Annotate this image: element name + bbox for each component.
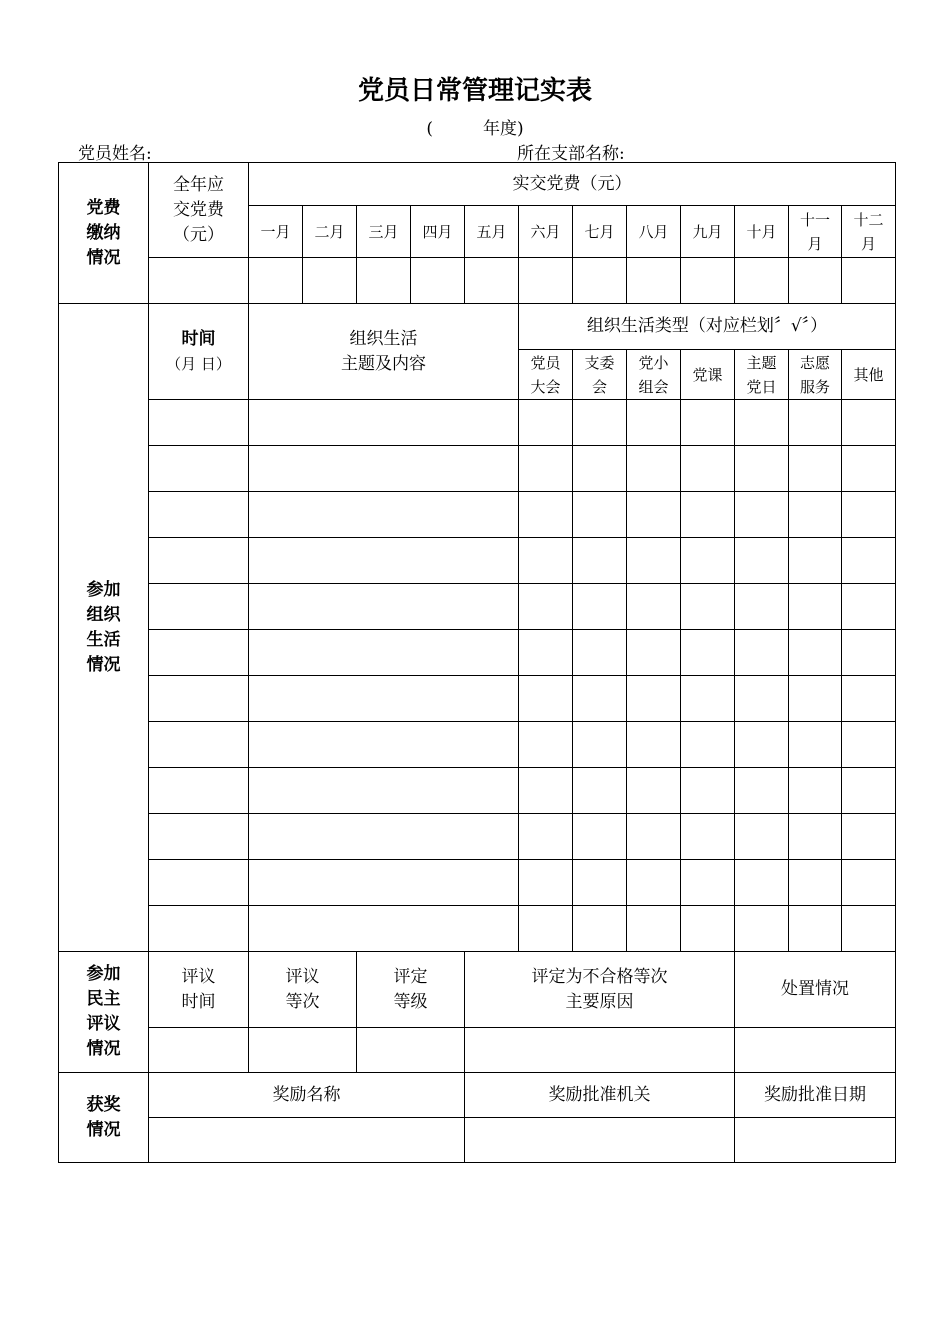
org-type-cell[interactable] (735, 630, 789, 676)
org-type-cell[interactable] (789, 400, 842, 446)
org-type-cell[interactable] (681, 538, 735, 584)
org-topic-cell[interactable] (249, 676, 519, 722)
dues-cell[interactable] (573, 258, 627, 304)
text-line: 时间 (181, 991, 216, 1012)
text-line: 六月 (530, 222, 561, 241)
org-life-section-label (59, 304, 149, 952)
org-type-cell[interactable] (735, 446, 789, 492)
text-line: 评议 (181, 966, 216, 987)
org-type-cell[interactable] (842, 768, 896, 814)
year-subtitle (0, 114, 950, 139)
text-line: 四月 (422, 222, 453, 241)
org-type-cell[interactable] (573, 814, 627, 860)
org-topic-cell[interactable] (249, 446, 519, 492)
text-line: 主题及内容 (341, 353, 426, 374)
dues-cell[interactable] (681, 258, 735, 304)
org-type-cell[interactable] (519, 860, 573, 906)
paid-dues-header: 实交党费（元） (249, 163, 896, 206)
org-type-cell[interactable] (789, 538, 842, 584)
month-header (303, 206, 357, 258)
text-line: 党费 (86, 197, 121, 218)
text-line: 大会 (530, 377, 561, 396)
review-handling-cell[interactable] (735, 1028, 896, 1073)
branch-name-label: 所在支部名称: (517, 144, 625, 164)
review-handling-header (735, 952, 896, 1028)
org-type-cell[interactable] (519, 630, 573, 676)
org-type-cell[interactable] (519, 538, 573, 584)
dues-cell[interactable] (411, 258, 465, 304)
org-type-cell[interactable] (681, 492, 735, 538)
dues-section-label (59, 163, 149, 304)
org-type-cell[interactable] (842, 584, 896, 630)
org-type-cell[interactable] (681, 584, 735, 630)
text-line: 情况 (86, 1039, 121, 1059)
month-header (681, 206, 735, 258)
org-type-cell[interactable] (789, 906, 842, 952)
org-type-cell[interactable] (627, 676, 681, 722)
org-type-cell[interactable] (789, 814, 842, 860)
review-level-cell[interactable] (357, 1028, 465, 1073)
month-header (627, 206, 681, 258)
org-type-cell[interactable] (519, 492, 573, 538)
org-type-cell[interactable] (627, 860, 681, 906)
text-line: 其他 (853, 365, 884, 384)
org-time-cell[interactable] (149, 446, 249, 492)
org-time-cell[interactable] (149, 492, 249, 538)
org-type-cell[interactable] (735, 722, 789, 768)
org-topic-cell[interactable] (249, 630, 519, 676)
text-line: 主要原因 (565, 991, 634, 1012)
org-type-cell[interactable] (789, 584, 842, 630)
org-type-cell[interactable] (735, 538, 789, 584)
text-line: 三月 (368, 222, 399, 241)
org-type-cell[interactable] (573, 630, 627, 676)
org-type-cell[interactable] (789, 768, 842, 814)
annual-due-header (149, 163, 249, 258)
year-label: 年度) (483, 119, 524, 139)
org-type-cell[interactable] (735, 860, 789, 906)
org-type-cell[interactable] (789, 860, 842, 906)
org-type-col-header (735, 350, 789, 400)
text-line: 支委 (584, 353, 615, 372)
review-grade-cell[interactable] (249, 1028, 357, 1073)
text-line: 全年应 (173, 174, 224, 195)
org-type-col-header (842, 350, 896, 400)
org-type-cell[interactable] (519, 814, 573, 860)
org-type-cell[interactable] (519, 676, 573, 722)
text-line: 月 (860, 234, 876, 253)
text-line: 参加 (86, 579, 121, 600)
org-type-cell[interactable] (573, 400, 627, 446)
text-line: 评议 (285, 966, 320, 987)
org-type-cell[interactable] (842, 492, 896, 538)
text-line: 获奖 (86, 1094, 121, 1115)
org-topic-cell[interactable] (249, 492, 519, 538)
org-type-cell[interactable] (519, 584, 573, 630)
dues-cell[interactable] (303, 258, 357, 304)
award-section-label (59, 1073, 149, 1163)
org-type-cell[interactable] (627, 630, 681, 676)
time-label: 时间 (181, 329, 216, 349)
review-section-label (59, 952, 149, 1073)
org-type-cell[interactable] (627, 400, 681, 446)
text-line: 生活 (86, 629, 121, 650)
review-level-header (357, 952, 465, 1028)
org-type-cell[interactable] (519, 906, 573, 952)
text-line: 主题 (746, 353, 777, 372)
text-line: 服务 (799, 377, 830, 396)
text-line: （元） (173, 224, 224, 245)
record-table (58, 162, 896, 1163)
org-type-cell[interactable] (681, 768, 735, 814)
org-time-cell[interactable] (149, 584, 249, 630)
org-type-cell[interactable] (573, 722, 627, 768)
org-type-cell[interactable] (573, 584, 627, 630)
org-type-cell[interactable] (681, 676, 735, 722)
text-line: 七月 (584, 222, 615, 241)
org-topic-cell[interactable] (249, 768, 519, 814)
review-time-cell[interactable] (149, 1028, 249, 1073)
org-time-cell[interactable] (149, 538, 249, 584)
text-line: 十一 (799, 210, 830, 229)
org-type-header: 组织生活类型（对应栏划〞√〞） (519, 304, 896, 350)
org-type-cell[interactable] (789, 676, 842, 722)
text-line: 情况 (86, 1119, 121, 1140)
org-type-cell[interactable] (735, 768, 789, 814)
text-line: 组织生活 (349, 328, 418, 349)
text-line: 组会 (638, 377, 669, 396)
review-time-header (149, 952, 249, 1028)
month-header (735, 206, 789, 258)
org-type-cell[interactable] (573, 860, 627, 906)
org-type-cell[interactable] (573, 492, 627, 538)
month-header (411, 206, 465, 258)
org-topic-cell[interactable] (249, 400, 519, 446)
org-topic-header (249, 304, 519, 400)
org-type-cell[interactable] (627, 446, 681, 492)
text-line: 交党费 (173, 199, 224, 220)
dues-cell[interactable] (465, 258, 519, 304)
org-type-cell[interactable] (789, 722, 842, 768)
org-type-cell[interactable] (735, 492, 789, 538)
dues-cell[interactable] (789, 258, 842, 304)
text-line: 九月 (692, 222, 723, 241)
org-type-cell[interactable] (519, 446, 573, 492)
org-time-cell[interactable] (149, 400, 249, 446)
dues-cell[interactable] (735, 258, 789, 304)
review-reason-header (465, 952, 735, 1028)
text-line: 十二 (853, 210, 884, 229)
time-sub-label: （月 日） (166, 355, 231, 373)
text-line: 党日 (746, 377, 777, 396)
text-line: 五月 (476, 222, 507, 241)
dues-cell[interactable] (249, 258, 303, 304)
org-type-cell[interactable] (735, 676, 789, 722)
org-time-cell[interactable] (149, 676, 249, 722)
text-line: 十月 (746, 222, 777, 241)
text-line: 会 (591, 377, 607, 396)
org-type-cell[interactable] (842, 906, 896, 952)
org-type-cell[interactable] (789, 446, 842, 492)
text-line: 评定 (393, 966, 428, 987)
award-name-cell[interactable] (149, 1118, 465, 1163)
org-type-col-header (573, 350, 627, 400)
award-authority-cell[interactable] (465, 1118, 735, 1163)
org-type-cell[interactable] (627, 906, 681, 952)
dues-cell[interactable] (357, 258, 411, 304)
org-type-cell[interactable] (573, 768, 627, 814)
dues-cell[interactable] (842, 258, 896, 304)
dues-cell[interactable] (627, 258, 681, 304)
month-header (573, 206, 627, 258)
org-type-cell[interactable] (681, 630, 735, 676)
text-line: 评议 (86, 1014, 121, 1034)
org-type-cell[interactable] (842, 446, 896, 492)
org-type-cell[interactable] (842, 630, 896, 676)
text-line: 情况 (86, 654, 121, 675)
org-type-cell[interactable] (573, 906, 627, 952)
text-line: 等次 (285, 991, 320, 1012)
org-topic-cell[interactable] (249, 584, 519, 630)
award-date-cell[interactable] (735, 1118, 896, 1163)
month-header (789, 206, 842, 258)
org-type-cell[interactable] (789, 630, 842, 676)
org-time-cell[interactable] (149, 906, 249, 952)
org-time-cell[interactable] (149, 814, 249, 860)
org-type-cell[interactable] (681, 400, 735, 446)
text-line: 缴纳 (86, 222, 121, 243)
org-type-cell[interactable] (842, 722, 896, 768)
org-time-cell[interactable] (149, 722, 249, 768)
org-type-cell[interactable] (789, 492, 842, 538)
text-line: 二月 (314, 222, 345, 241)
org-time-cell[interactable] (149, 860, 249, 906)
org-type-cell[interactable] (735, 814, 789, 860)
org-type-cell[interactable] (519, 400, 573, 446)
month-header (465, 206, 519, 258)
org-type-cell[interactable] (627, 814, 681, 860)
org-time-cell[interactable] (149, 630, 249, 676)
org-type-cell[interactable] (681, 722, 735, 768)
org-topic-cell[interactable] (249, 722, 519, 768)
text-line: 志愿 (799, 353, 830, 372)
org-type-cell[interactable] (735, 584, 789, 630)
org-type-cell[interactable] (519, 722, 573, 768)
text-line: 党小 (638, 353, 669, 372)
text-line: 党员 (530, 353, 561, 372)
year-open-paren: ( (426, 119, 433, 139)
text-line: 评定为不合格等次 (531, 966, 668, 987)
month-header (842, 206, 896, 258)
text-line: 等级 (393, 991, 428, 1012)
org-topic-cell[interactable] (249, 860, 519, 906)
org-type-cell[interactable] (627, 492, 681, 538)
org-type-cell[interactable] (573, 676, 627, 722)
review-grade-header (249, 952, 357, 1028)
org-time-header (149, 304, 249, 400)
org-type-cell[interactable] (842, 400, 896, 446)
org-type-cell[interactable] (842, 814, 896, 860)
org-type-cell[interactable] (735, 400, 789, 446)
review-reason-cell[interactable] (465, 1028, 735, 1073)
text-line: 月 (807, 234, 823, 253)
org-type-cell[interactable] (681, 906, 735, 952)
text-line: 党课 (692, 365, 723, 384)
org-type-cell[interactable] (519, 768, 573, 814)
org-type-cell[interactable] (681, 814, 735, 860)
month-header (519, 206, 573, 258)
dues-cell[interactable] (149, 258, 249, 304)
org-topic-cell[interactable] (249, 538, 519, 584)
text-line: 情况 (86, 247, 121, 268)
month-header (357, 206, 411, 258)
org-type-cell[interactable] (627, 768, 681, 814)
text-line: 处置情况 (781, 979, 849, 999)
record-table-body (59, 163, 896, 1163)
text-line: 组织 (86, 604, 121, 625)
org-topic-cell[interactable] (249, 906, 519, 952)
org-type-cell[interactable] (681, 446, 735, 492)
org-type-cell[interactable] (627, 722, 681, 768)
org-time-cell[interactable] (149, 768, 249, 814)
org-type-col-header (681, 350, 735, 400)
org-type-cell[interactable] (842, 676, 896, 722)
award-date-header: 奖励批准日期 (735, 1073, 896, 1118)
org-type-cell[interactable] (627, 538, 681, 584)
org-type-cell[interactable] (573, 446, 627, 492)
member-name-label: 党员姓名: (78, 144, 152, 164)
award-name-header: 奖励名称 (149, 1073, 465, 1118)
org-type-cell[interactable] (681, 860, 735, 906)
org-topic-cell[interactable] (249, 814, 519, 860)
month-header (249, 206, 303, 258)
org-type-cell[interactable] (842, 538, 896, 584)
org-type-cell[interactable] (842, 860, 896, 906)
text-line: 民主 (86, 989, 121, 1009)
page-title: 党员日常管理记实表 (357, 76, 592, 106)
text-line: 参加 (86, 964, 121, 984)
award-authority-header: 奖励批准机关 (465, 1073, 735, 1118)
org-type-cell[interactable] (735, 906, 789, 952)
dues-cell[interactable] (519, 258, 573, 304)
org-type-cell[interactable] (573, 538, 627, 584)
org-type-col-header (789, 350, 842, 400)
org-type-col-header (519, 350, 573, 400)
text-line: 一月 (260, 222, 291, 241)
org-type-cell[interactable] (627, 584, 681, 630)
text-line: 八月 (638, 222, 669, 241)
org-type-col-header (627, 350, 681, 400)
